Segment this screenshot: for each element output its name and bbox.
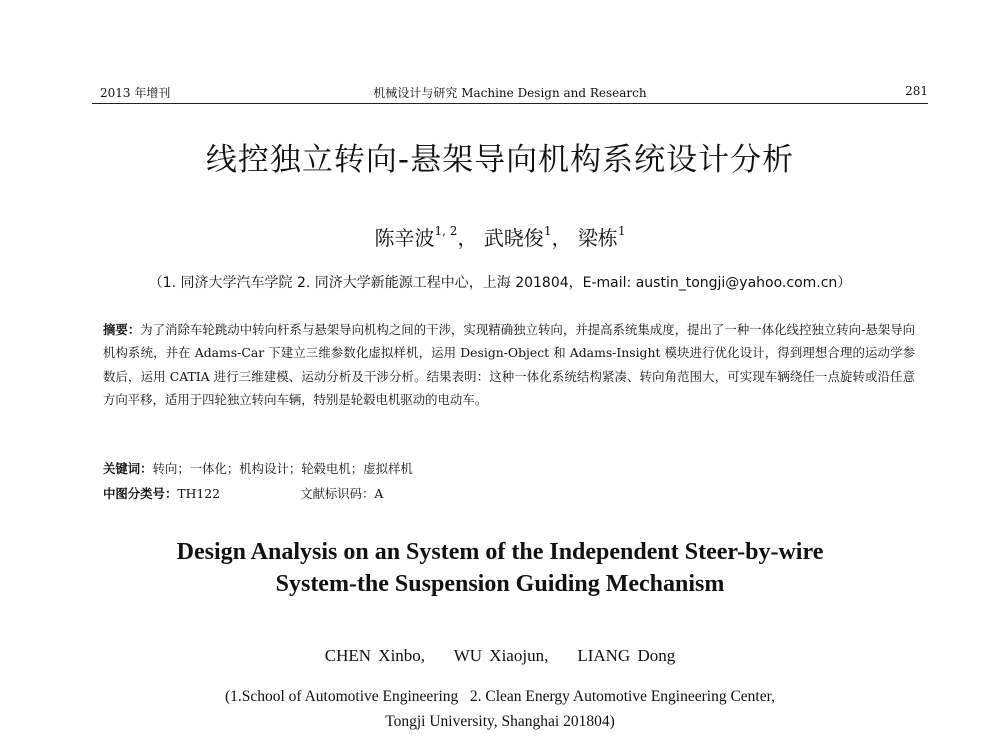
- page-number: 281: [905, 84, 928, 98]
- journal-issue: 2013 年增刊: [100, 86, 171, 100]
- doc-code-value: A: [374, 486, 384, 501]
- english-affiliation-line: (1.School of Automotive Engineering 2. Clean Energy Automotive Engineering Center,: [224, 688, 776, 705]
- clc-label: 中图分类号：: [103, 486, 178, 501]
- english-affiliation: [0, 684, 1000, 734]
- author-affiliation-mark: 1: [617, 224, 626, 238]
- author-affiliation-mark: 1: [543, 224, 552, 238]
- running-header: [92, 84, 928, 102]
- english-title-line: Design Analysis on an System of the Independent Steer-by-wire: [176, 539, 824, 565]
- abstract-text: 为了消除车轮跳动中转向杆系与悬架导向机构之间的干涉，实现精确独立转向，并提高系统集成度，提出了一种一体化线控独立转向-悬架导向机构系统，并在 Adams-Car 下建立三维参数化虚拟样机，运用 Design-Object 和 Adams-Insight 模块进行优化设计，得到理想合理的运动学参数后，运用 CATIA 进行三维建模、运动分析及干涉分析。结果表明：这种一体化系统结构紧凑、转向角范围大，可实现车辆绕任一点旋转或沿任意方向平移，适用于四轮独立转向车辆，特别是轮毂电机驱动的电动车。: [103, 322, 916, 407]
- chinese-affiliation: （1. 同济大学汽车学院 2. 同济大学新能源工程中心，上海 201804，E-mail: austin_tongji@yahoo.com.cn）: [148, 275, 852, 291]
- english-title-line: System-the Suspension Guiding Mechanism: [275, 571, 725, 597]
- abstract-label: 摘要：: [103, 322, 141, 337]
- keywords: [103, 459, 915, 477]
- classification-line: [103, 484, 915, 502]
- chinese-title: 线控独立转向-悬架导向机构系统设计分析: [205, 142, 795, 178]
- header-rule: [92, 103, 928, 104]
- clc-value: TH122: [177, 486, 221, 501]
- english-affiliation-line: Tongji University, Shanghai 201804): [385, 713, 615, 730]
- doc-code-label: 文献标识码：: [300, 486, 375, 501]
- author-name: 梁栋: [577, 226, 618, 250]
- english-authors: CHEN Xinbo, WU Xiaojun, LIANG Dong: [324, 646, 676, 665]
- english-title: [0, 536, 1000, 600]
- chinese-authors: 陈辛波$^{1, 2}$， 武晓俊$^1$， 梁栋$^1$: [374, 224, 626, 250]
- keywords-label: 关键词：: [103, 461, 153, 476]
- abstract: [103, 318, 915, 411]
- author-name: 武晓俊: [483, 226, 544, 250]
- author-name: 陈辛波: [374, 226, 435, 250]
- keywords-text: 转向；一体化；机构设计；轮毂电机；虚拟样机: [152, 461, 413, 476]
- author-affiliation-mark: 1, 2: [434, 224, 458, 238]
- journal-name: 机械设计与研究 Machine Design and Research: [373, 86, 647, 100]
